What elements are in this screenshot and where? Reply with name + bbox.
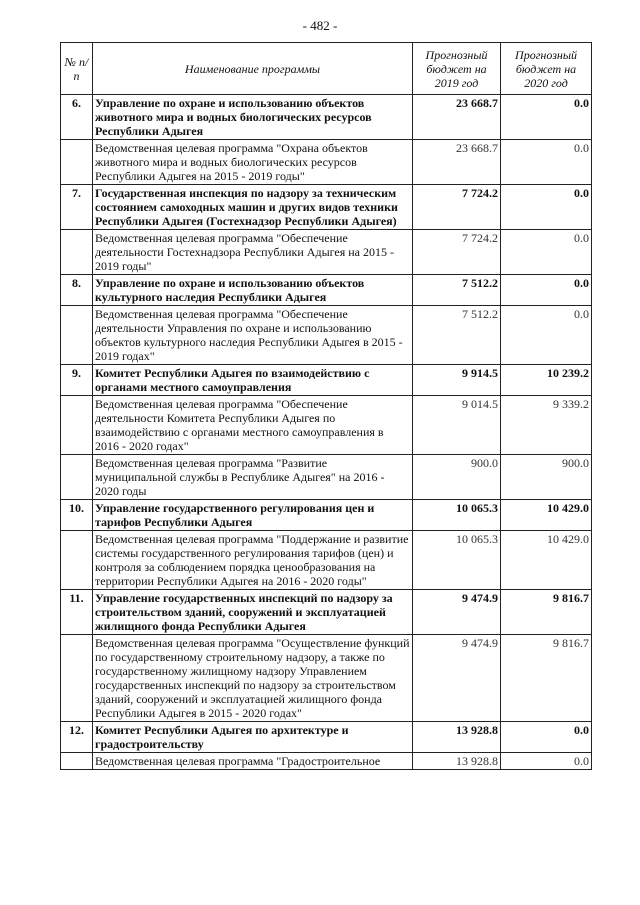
organization-row [61,365,592,396]
row-num [61,140,93,185]
row-budget-2019: 13 928.8 [413,753,501,770]
row-num: 7. [61,185,93,230]
row-name: Ведомственная целевая программа "Развитие муниципальной службы в Республике Адыгея" на 2016 - 2020 годы [93,455,413,500]
row-budget-2020: 10 429.0 [501,500,592,531]
row-budget-2019: 7 512.2 [413,306,501,365]
row-budget-2019: 7 512.2 [413,275,501,306]
row-budget-2019: 23 668.7 [413,95,501,140]
row-budget-2020: 10 239.2 [501,365,592,396]
program-row [61,230,592,275]
header-budget-2020: Прогнозный бюджет на 2020 год [501,43,592,95]
organization-row [61,500,592,531]
row-num: 11. [61,590,93,635]
table-body [61,95,592,770]
row-num [61,396,93,455]
row-budget-2019: 9 914.5 [413,365,501,396]
row-budget-2020: 0.0 [501,275,592,306]
row-name: Комитет Республики Адыгея по архитектуре и градостроительству [93,722,413,753]
row-num: 12. [61,722,93,753]
row-budget-2019: 7 724.2 [413,185,501,230]
organization-row [61,590,592,635]
organization-row [61,95,592,140]
row-num [61,306,93,365]
row-name: Ведомственная целевая программа "Осуществление функций по государственному строительному надзору, а также по государственному жилищному надзору Управлением государственных инспекций по надзору за строительством зданий, сооружений и эксплуатацией жилищного фонда Республики Адыгея в 2015 - 2020 годах" [93,635,413,722]
row-name: Управление государственных инспекций по надзору за строительством зданий, сооружений и эксплуатацией жилищного фонда Республики Адыгея [93,590,413,635]
table-header-row [61,43,592,95]
row-budget-2019: 10 065.3 [413,531,501,590]
program-row [61,396,592,455]
row-num [61,531,93,590]
row-name: Ведомственная целевая программа "Обеспечение деятельности Управления по охране и использованию объектов культурного наследия Республики Адыгея в 2015 - 2019 годах" [93,306,413,365]
row-budget-2020: 0.0 [501,140,592,185]
row-budget-2020: 0.0 [501,230,592,275]
program-row [61,635,592,722]
program-row [61,306,592,365]
row-budget-2019: 9 014.5 [413,396,501,455]
row-name: Ведомственная целевая программа "Обеспечение деятельности Гостехнадзора Республики Адыгея на 2015 - 2019 годы" [93,230,413,275]
row-num [61,455,93,500]
row-name: Ведомственная целевая программа "Обеспечение деятельности Комитета Республики Адыгея по взаимодействию с органами местного самоуправления в 2016 - 2020 годах" [93,396,413,455]
row-budget-2019: 13 928.8 [413,722,501,753]
row-budget-2020: 9 339.2 [501,396,592,455]
row-name: Управление по охране и использованию объектов культурного наследия Республики Адыгея [93,275,413,306]
row-num: 10. [61,500,93,531]
program-row [61,455,592,500]
row-budget-2020: 10 429.0 [501,531,592,590]
row-budget-2019: 9 474.9 [413,590,501,635]
row-budget-2020: 900.0 [501,455,592,500]
organization-row [61,185,592,230]
row-budget-2019: 9 474.9 [413,635,501,722]
page-number: - 482 - [302,18,338,33]
row-num [61,230,93,275]
row-name: Ведомственная целевая программа "Поддержание и развитие системы государственного регулирования тарифов (цен) и контроля за соблюдением порядка ценообразования на территории Республики Адыгея на 2016 - 2020 годы" [93,531,413,590]
program-row [61,753,592,770]
row-name: Управление государственного регулирования цен и тарифов Республики Адыгея [93,500,413,531]
row-budget-2020: 0.0 [501,722,592,753]
row-budget-2020: 0.0 [501,753,592,770]
row-name: Комитет Республики Адыгея по взаимодействию с органами местного самоуправления [93,365,413,396]
budget-table [60,42,592,770]
organization-row [61,722,592,753]
row-budget-2020: 0.0 [501,306,592,365]
row-name: Управление по охране и использованию объектов животного мира и водных биологических ресурсов Республики Адыгея [93,95,413,140]
row-budget-2020: 9 816.7 [501,590,592,635]
row-budget-2019: 7 724.2 [413,230,501,275]
header-name: Наименование программы [93,43,413,95]
row-budget-2020: 0.0 [501,95,592,140]
row-num: 8. [61,275,93,306]
row-budget-2019: 23 668.7 [413,140,501,185]
row-name: Государственная инспекция по надзору за техническим состоянием самоходных машин и других видов техники Республики Адыгея (Гостехнадзор Республики Адыгея) [93,185,413,230]
program-row [61,140,592,185]
row-num [61,753,93,770]
header-num: № п/п [61,43,93,95]
row-budget-2019: 900.0 [413,455,501,500]
program-row [61,531,592,590]
row-budget-2020: 0.0 [501,185,592,230]
row-num: 6. [61,95,93,140]
row-num: 9. [61,365,93,396]
organization-row [61,275,592,306]
row-num [61,635,93,722]
header-budget-2019: Прогнозный бюджет на 2019 год [413,43,501,95]
row-name: Ведомственная целевая программа "Охрана объектов животного мира и водных биологических ресурсов Республики Адыгея на 2015 - 2019 годы" [93,140,413,185]
row-budget-2020: 9 816.7 [501,635,592,722]
row-name: Ведомственная целевая программа "Градостроительное [93,753,413,770]
row-budget-2019: 10 065.3 [413,500,501,531]
